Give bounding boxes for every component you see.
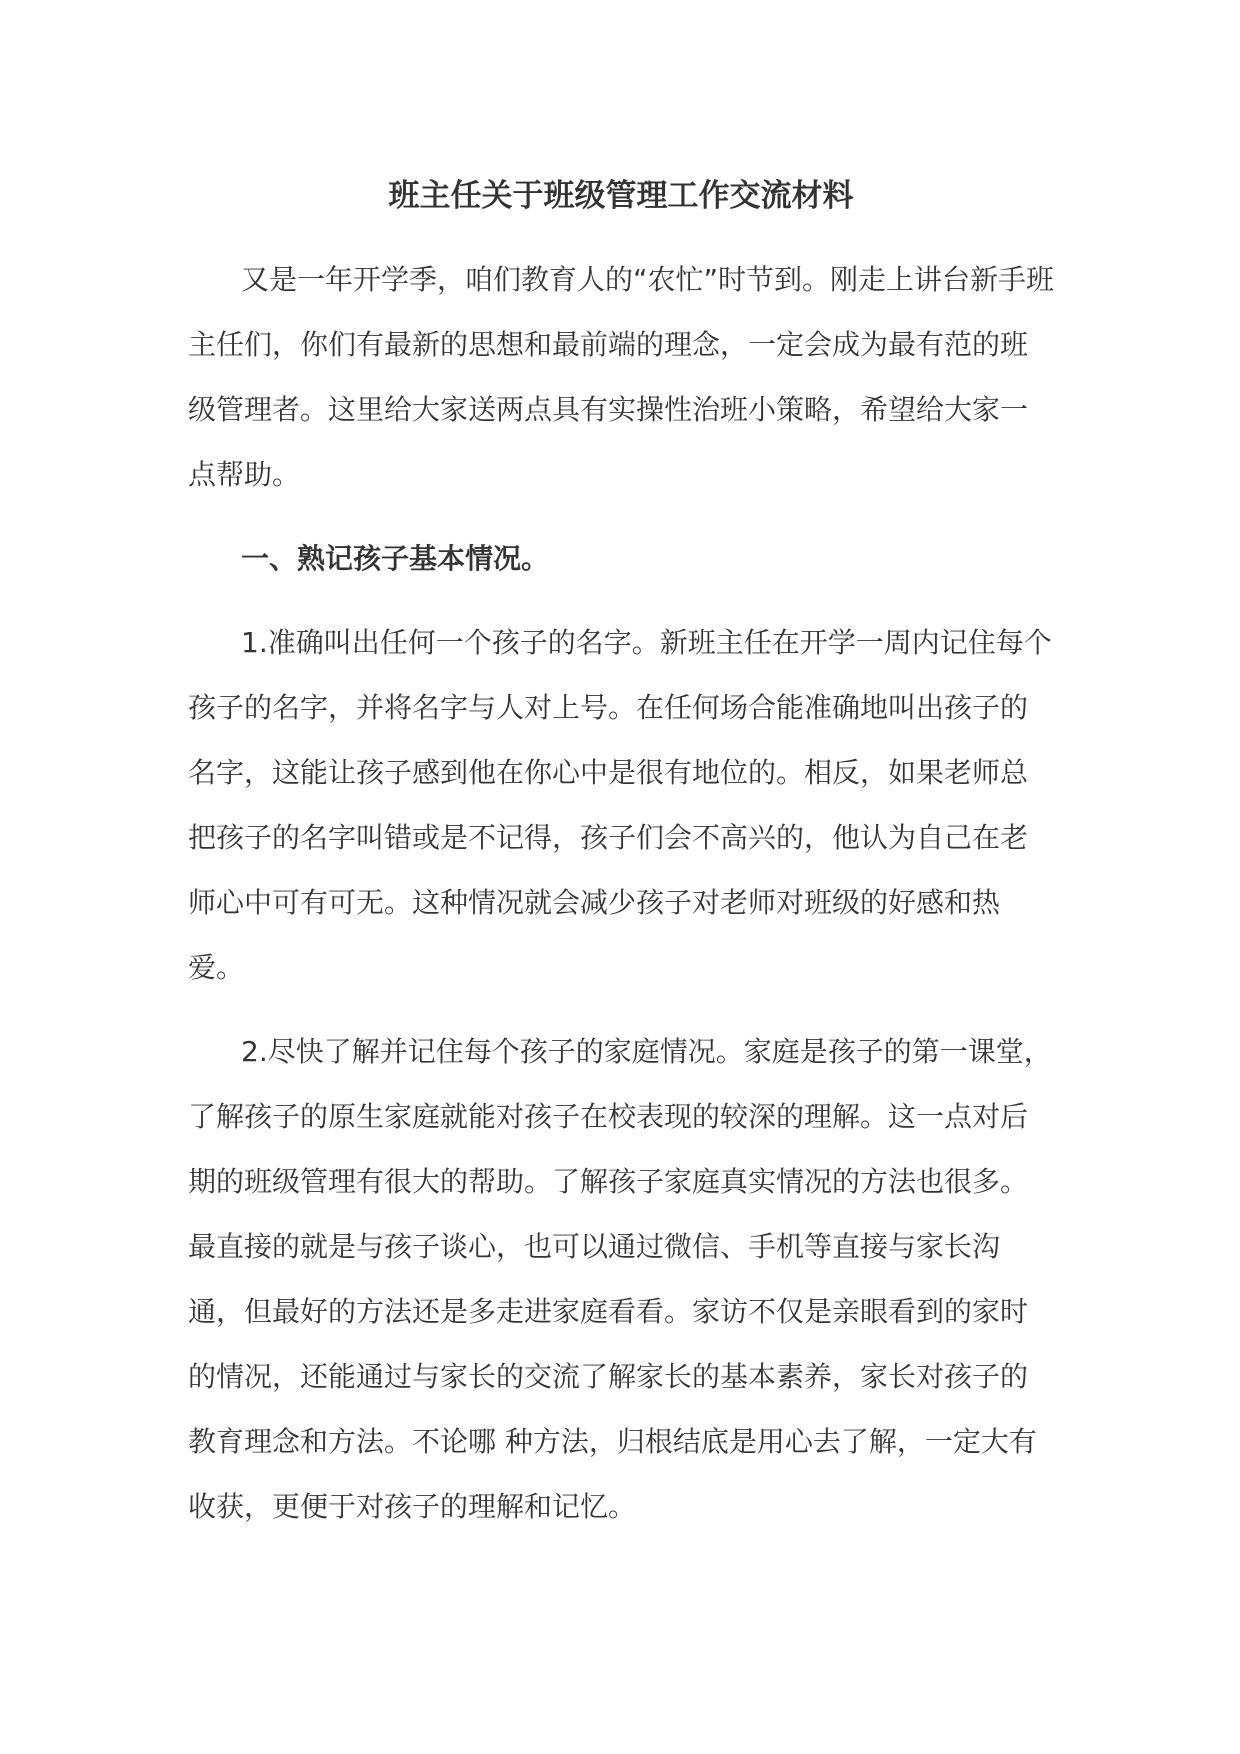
intro-paragraph: 又是一年开学季，咱们教育人的“农忙”时节到。刚走上讲台新手班主任们，你们有最新的思想和最前端的理念，一定会成为最有范的班级管理者。这里给大家送两点具有实操性治班小策略，希望给大家一点帮助。 bbox=[188, 263, 1055, 491]
section-heading: 一、熟记孩子基本情况。 bbox=[241, 542, 550, 575]
document-title: 班主任关于班级管理工作交流材料 bbox=[388, 178, 854, 214]
item-paragraph-2: 2.尽快了解并记住每个孩子的家庭情况。家庭是孩子的第一课堂，了解孩子的原生家庭就能对孩子在校表现的较深的理解。这一点对后期的班级管理有很大的帮助。了解孩子家庭真实情况的方法也很多。最直接的就是与孩子谈心，也可以通过微信、手机等直接与家长沟通，但最好的方法还是多走进家庭看看。家访不仅是亲眼看到的家时的情况，还能通过与家长的交流了解家长的基本素养，家长对孩子的教育理念和方法。不论哪 种方法，归根结底是用心去了解，一定大有收获，更便于对孩子的理解和记忆。 bbox=[188, 1035, 1052, 1523]
item-paragraph-1: 1.准确叫出任何一个孩子的名字。新班主任在开学一周内记住每个孩子的名字，并将名字与人对上号。在任何场合能准确地叫出孩子的名字，这能让孩子感到他在你心中是很有地位的。相反，如果老师总把孩子的名字叫错或是不记得，孩子们会不高兴的，他认为自己在老师心中可有可无。这种情况就会减少孩子对老师对班级的好感和热爱。 bbox=[188, 626, 1052, 984]
